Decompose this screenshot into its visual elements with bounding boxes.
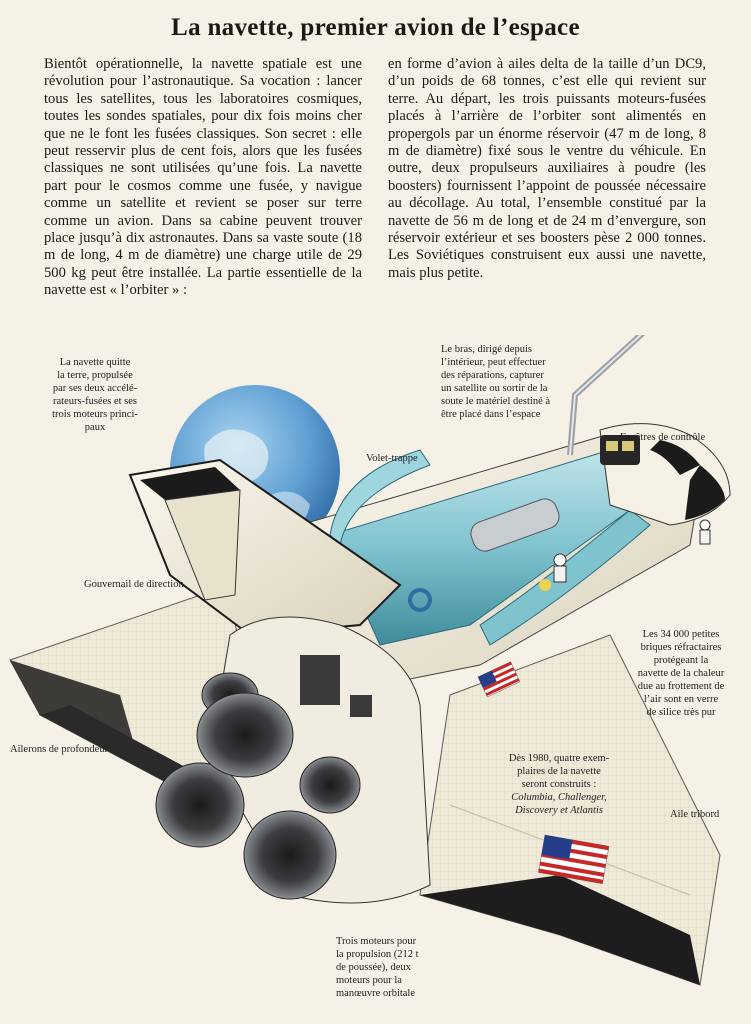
caption-door: Volet-trappe <box>366 453 418 464</box>
page-title: La navette, premier avion de l’espace <box>171 14 580 41</box>
caption-engines: Trois moteurs pour la propulsion (212 t de poussée), deux moteurs pour la manœuvre orbitale <box>336 936 419 999</box>
caption-arm: Le bras, dirigé depuis l’intérieur, peut effectuer des réparations, capturer un satellite ou sortir de la soute le matériel destiné à être placé dans l’espace <box>441 344 551 420</box>
caption-launch: La navette quitte la terre, propulsée par ses deux accélé- rateurs-fusées et ses trois moteurs princi- paux <box>52 357 138 433</box>
caption-rudder: Gouvernail de direction <box>84 579 184 590</box>
caption-fleet: Dès 1980, quatre exem- plaires de la navette seront construits : Columbia, Challenger, Discovery et Atlantis <box>508 753 610 816</box>
body-right-column: en forme d’avion à ailes delta de la taille d’un DC9, d’un poids de 68 tonnes, c’est elle qui revient sur terre. Au départ, les trois puissants moteurs-fusées placés à l’arrière de l’orbiter sont alimentés en propergols par un énorme réservoir (47 m de long, 8 m de diamètre) fixé sous le ventre du véhicule. En outre, deux propulseurs auxiliaires à poudre (les boosters) fournissent l’appoint de poussée nécessaire au décollage. Au total, l’ensemble constitué par la navette de 56 m de long et de 24 m d’envergure, son réservoir extérieur et ses boosters pèse 2 000 tonnes. Les Soviétiques construisent eux aussi une navette, mais plus petite. <box>388 56 706 281</box>
caption-windows: Fenêtres de contrôle <box>620 432 706 443</box>
caption-wing: Aile tribord <box>670 809 720 820</box>
caption-tiles: Les 34 000 petites briques réfractaires protégeant la navette de la chaleur due au frottement de l’air sont en verre de silice très pur <box>637 629 725 718</box>
caption-elevons: Ailerons de profondeur <box>10 744 108 755</box>
body-left-column: Bientôt opérationnelle, la navette spatiale est une révolution pour l’astronautique. Sa vocation : lancer tous les satellites, tous les laboratoires cosmiques, toutes les sondes spatiales, pour dix fois moins cher que ne le font les fusées classiques. Son secret : elle peut resservir plus de cent fois, alors que les fusées classiques ne sont utilisées qu’une fois. La navette part pour le cosmos comme une fusée, y navigue comme un satellite et revient se poser sur terre comme un avion. Dans sa cabine peuvent trouver place jusqu’à dix astronautes. Dans sa vaste soute (18 m de long, 4 m de diamètre) une charge utile de 29 500 kg peut être installée. La partie essentielle de la navette est « l’orbiter » : <box>44 56 362 299</box>
